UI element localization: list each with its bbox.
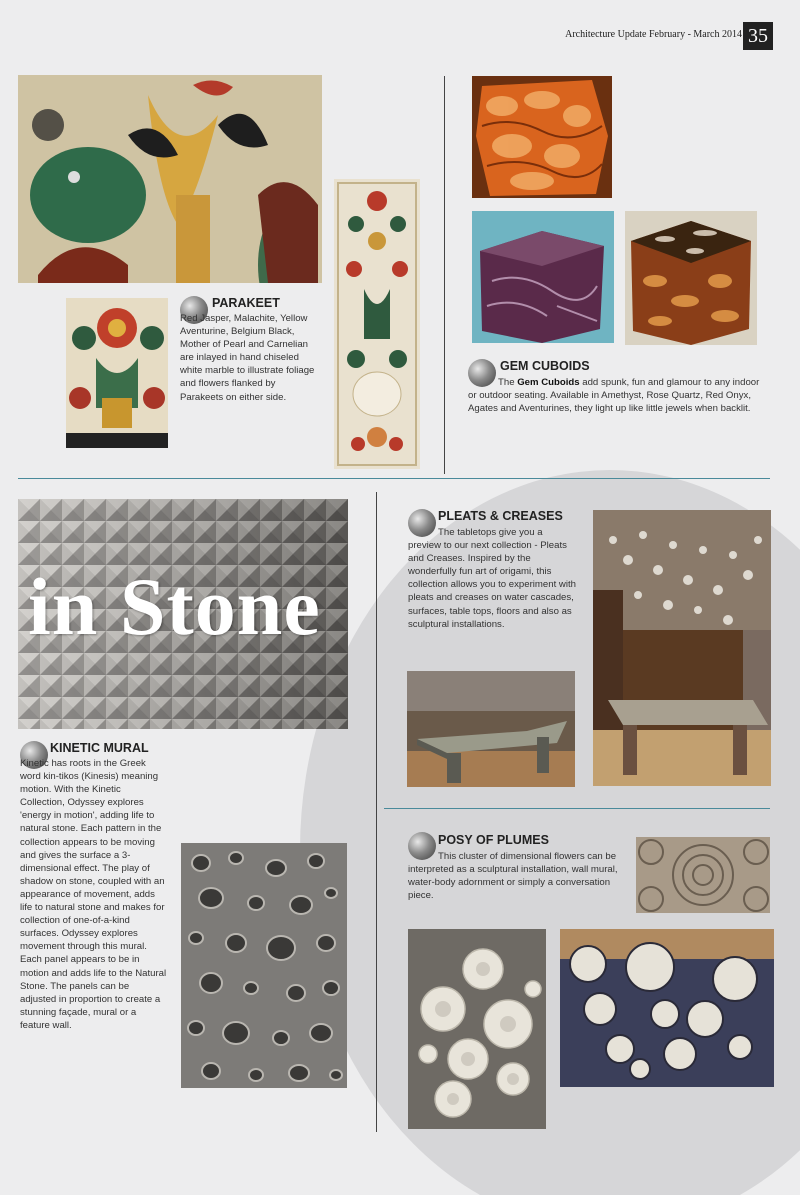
gem-cuboids-heading: GEM CUBOIDS — [500, 359, 590, 373]
parakeet-heading: PARAKEET — [212, 296, 280, 310]
kinetic-mural-heading: KINETIC MURAL — [50, 741, 149, 755]
divider-top-vertical — [444, 76, 445, 474]
parakeet-wall-image — [18, 75, 322, 283]
posy-of-plumes-heading: POSY OF PLUMES — [438, 833, 549, 847]
gem-cuboid-orange-image — [472, 76, 612, 198]
divider-horizontal-right — [384, 808, 770, 809]
running-header: Architecture Update February - March 2014 — [565, 29, 742, 40]
parakeet-tall-panel-image — [334, 179, 420, 469]
parakeet-body: Red Jasper, Malachite, Yellow Aventurine, Belgium Black, Mother of Pearl and Carnelian are inlayed in hand chiseled white marble to illustrate foliage and flowers flanked by Parakeets on either side. — [180, 313, 315, 403]
pleats-creases-body: The tabletops give you a preview to our next collection - Pleats and Creases. Inspired by the wonderfully fun art of origami, this collection allows you to experiment with pleats and creases on water cascades, surfaces, table tops, floors and also as sculptural installations. — [408, 527, 576, 630]
divider-horizontal-top — [18, 478, 770, 479]
pleats-table-image — [407, 671, 575, 787]
kinetic-mural-image — [181, 843, 347, 1088]
gem-cuboids-lead: The — [498, 377, 515, 388]
plumes-installation-image — [560, 929, 774, 1087]
gem-cuboids-body: add spunk, fun and glamour to any indoor or outdoor seating. Available in Amethyst, Rose Quartz, Red Onyx, Agates and Aventurines, they light up like little jewels when backlit. — [468, 377, 760, 415]
kinetic-mural-body: Kinetic has roots in the Greek word kin-tikos (Kinesis) meaning motion. With the Kinetic Collection, Odyssey explores 'energy in motion', adding life to natural stone. Each pattern in the collection appears to be moving and gives the surface a 3-dimensional effect. The play of shadow on stone, coupled with an appearance of movement, adds life to natural stone and makes for collection of one-of-a-kind surfaces. Odyssey explores movement through this mural. Each panel appears to be in motion and adds life to the Natural Stone. The panels can be adjusted in proportion to create a stunning façade, mural or a feature wall. — [20, 758, 167, 1031]
plumes-wall-flowers-image — [408, 929, 546, 1129]
gem-cuboids-body-block — [468, 376, 768, 415]
posy-of-plumes-body: This cluster of dimensional flowers can be interpreted as a sculptural installation, wall mural, water-body adornment or simply a conversation piece. — [408, 851, 618, 902]
gem-cuboids-bold: Gem Cuboids — [517, 377, 580, 388]
feature-title: in Stone — [28, 561, 321, 652]
parakeet-panel-image — [66, 298, 168, 448]
page-number: 35 — [743, 22, 773, 50]
gem-cuboid-agate-image — [625, 211, 757, 345]
pleats-chandelier-room-image — [593, 510, 771, 786]
pleats-creases-heading: PLEATS & CREASES — [438, 509, 563, 523]
gem-cuboid-purple-image — [472, 211, 614, 343]
divider-bottom-vertical — [376, 492, 377, 1132]
plumes-relief-tile-image — [636, 837, 770, 913]
